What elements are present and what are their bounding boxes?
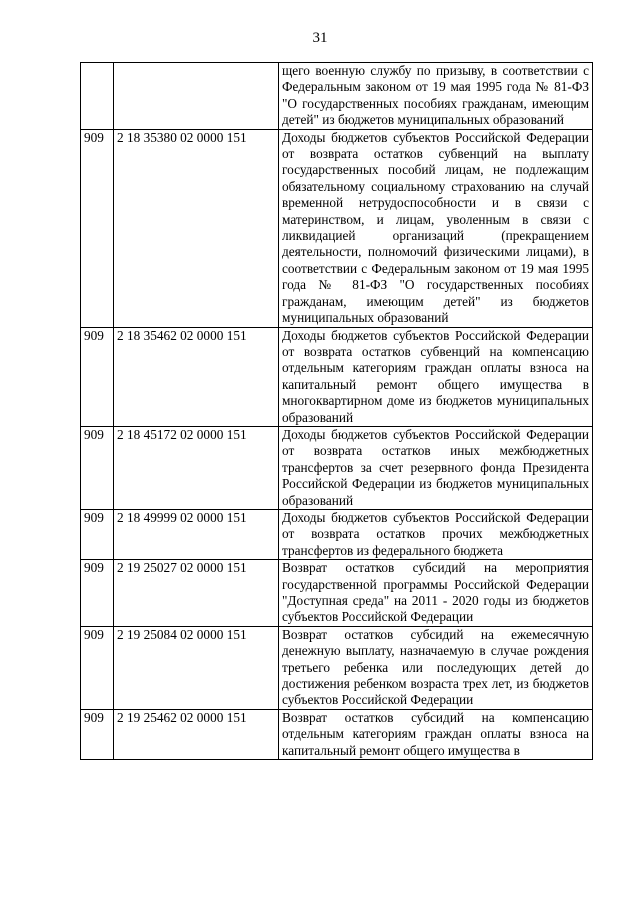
description-cell: щего военную службу по призыву, в соответствии с Федеральным законом от 19 мая 1995 года № 81-ФЗ "О государственных пособиях гражданам, имеющим детей" из бюджетов муниципальных образований (279, 63, 593, 130)
page-number: 31 (312, 30, 328, 46)
budget-code-cell: 2 18 45172 02 0000 151 (114, 426, 279, 509)
budget-codes-table (80, 62, 593, 760)
admin-code-cell: 909 (81, 560, 114, 627)
budget-code-cell: 2 18 35462 02 0000 151 (114, 327, 279, 426)
table-row (81, 327, 593, 426)
table-body (81, 63, 593, 760)
admin-code-cell: 909 (81, 426, 114, 509)
description-cell: Возврат остатков субсидий на мероприятия государственной программы Российской Федерации "Доступная среда" на 2011 - 2020 годы из бюджетов субъектов Российской Федерации (279, 560, 593, 627)
budget-code-cell (114, 63, 279, 130)
table-row (81, 426, 593, 509)
budget-code-cell: 2 19 25462 02 0000 151 (114, 709, 279, 759)
budget-code-cell: 2 19 25084 02 0000 151 (114, 626, 279, 709)
admin-code-cell: 909 (81, 626, 114, 709)
admin-code-cell: 909 (81, 709, 114, 759)
description-cell: Доходы бюджетов субъектов Российской Федерации от возврата остатков субвенций на компенсацию отдельным категориям граждан оплаты взноса на капитальный ремонт общего имущества в многоквартирном доме из бюджетов муниципальных образований (279, 327, 593, 426)
description-cell: Доходы бюджетов субъектов Российской Федерации от возврата остатков иных межбюджетных трансфертов за счет резервного фонда Президента Российской Федерации из бюджетов муниципальных образований (279, 426, 593, 509)
budget-code-cell: 2 18 35380 02 0000 151 (114, 129, 279, 327)
table-row (81, 63, 593, 130)
table-row (81, 509, 593, 559)
admin-code-cell: 909 (81, 327, 114, 426)
admin-code-cell (81, 63, 114, 130)
table-row (81, 560, 593, 627)
description-cell: Доходы бюджетов субъектов Российской Федерации от возврата остатков прочих межбюджетных трансфертов из федерального бюджета (279, 509, 593, 559)
table-row (81, 129, 593, 327)
admin-code-cell: 909 (81, 129, 114, 327)
budget-code-cell: 2 19 25027 02 0000 151 (114, 560, 279, 627)
table-row (81, 626, 593, 709)
admin-code-cell: 909 (81, 509, 114, 559)
description-cell: Возврат остатков субсидий на компенсацию отдельным категориям граждан оплаты взноса на капитальный ремонт общего имущества в (279, 709, 593, 759)
description-cell: Доходы бюджетов субъектов Российской Федерации от возврата остатков субвенций на выплату государственных пособий лицам, не подлежащим обязательному социальному страхованию на случай временной нетрудоспособности и в связи с материнством, и лицам, уволенным в связи с ликвидацией организаций (прекращением деятельности, полномочий физическими лицами), в соответствии с Федеральным законом от 19 мая 1995 года № 81-ФЗ "О государственных пособиях гражданам, имеющим детей" из бюджетов муниципальных образований (279, 129, 593, 327)
description-cell: Возврат остатков субсидий на ежемесячную денежную выплату, назначаемую в случае рождения третьего ребенка или последующих детей до достижения ребенком возраста трех лет, из бюджетов субъектов Российской Федерации (279, 626, 593, 709)
table-row (81, 709, 593, 759)
budget-code-cell: 2 18 49999 02 0000 151 (114, 509, 279, 559)
